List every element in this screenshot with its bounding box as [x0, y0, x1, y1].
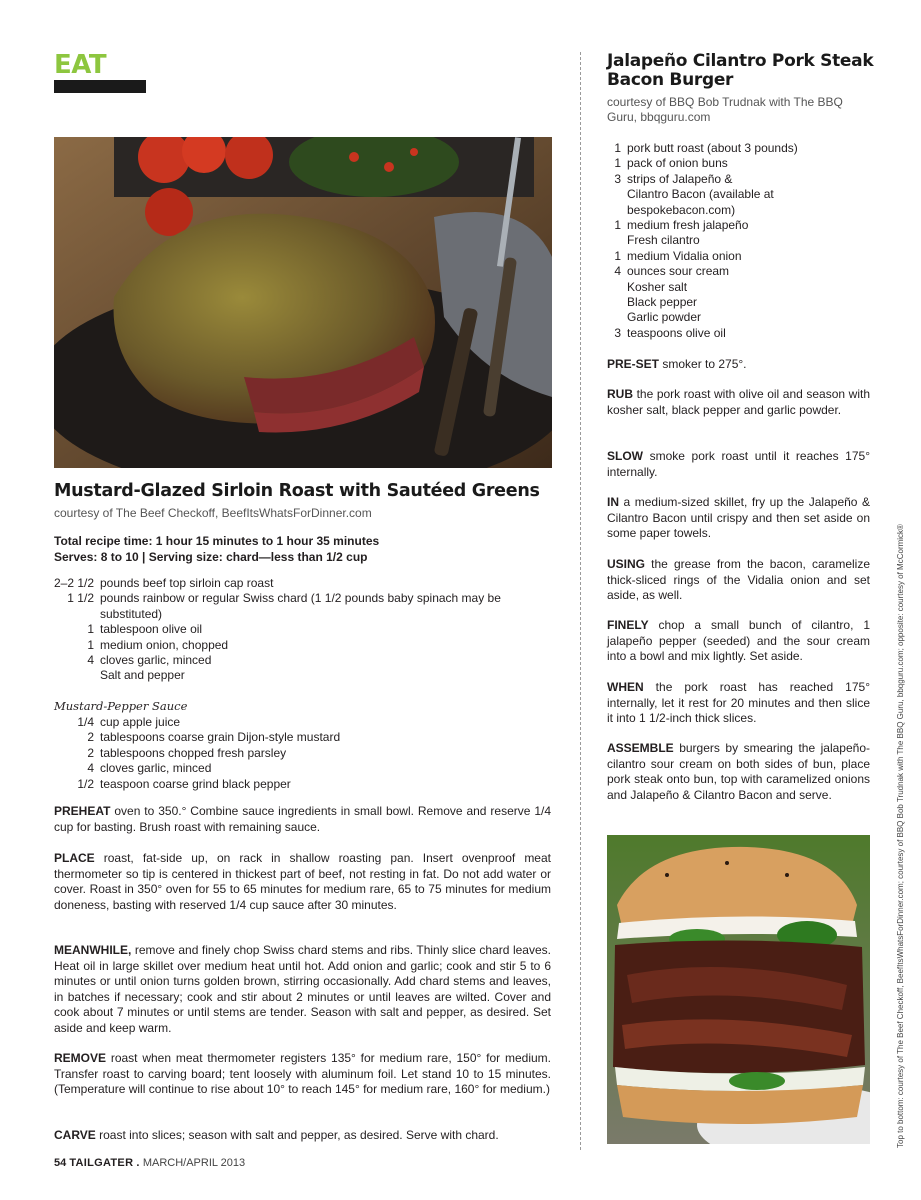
step-lead: SLOW — [607, 449, 643, 463]
ingredient-text: tablespoon olive oil — [100, 622, 203, 637]
sauce-ingredient-list — [54, 715, 514, 792]
step-text: a medium-sized skillet, fry up the Jalapeño & Cilantro Bacon until crispy and then set aside on some paper towels. — [607, 495, 870, 541]
ingredient-row — [607, 249, 872, 264]
ingredient-row — [54, 746, 514, 761]
step-lead: PLACE — [54, 851, 95, 865]
burger-photo — [607, 835, 870, 1144]
ingredient-qty: 1 — [614, 248, 621, 263]
ingredient-qty: 1 — [87, 622, 94, 637]
recipe-title-right: Jalapeño Cilantro Pork Steak Bacon Burger — [607, 51, 874, 90]
ingredient-row — [54, 638, 514, 653]
ingredient-row — [54, 622, 514, 637]
step-text: remove and finely chop Swiss chard stems and ribs. Thinly slice chard leaves. Heat oil in large skillet over medium heat until hot. Add onion and garlic; cook and stir 5 to 6 minutes or until onion turns golden brown, stirring occasionally. Add chard stems and leaves, in batches if necessary; cook and stir about 2 minutes or until leaves are wilted. Cover and cook about 7 minutes or until stems are tender. Season with salt and pepper, as desired. Set aside and keep warm. — [54, 943, 551, 1035]
ingredient-qty: 4 — [614, 264, 621, 279]
step-lead: MEANWHILE, — [54, 943, 132, 957]
ingredient-qty: 1 — [614, 218, 621, 233]
step-lead: FINELY — [607, 618, 649, 632]
section-tag: EAT — [54, 50, 107, 80]
ingredient-row — [607, 295, 872, 310]
step-text: roast when meat thermometer registers 135° for medium rare, 150° for medium. Transfer roast to carving board; tent loosely with aluminum foil. Let stand 10 to 15 minutes. (Temperature will continue to rise about 10° to reach 145° for medium rare, 160° for medium.) — [54, 1051, 551, 1097]
step-lead: REMOVE — [54, 1051, 107, 1065]
ingredient-row — [54, 653, 514, 668]
ingredient-text: tablespoons coarse grain Dijon-style mustard — [100, 730, 341, 745]
step-text: smoker to 275°. — [659, 357, 747, 371]
step-paragraph — [54, 943, 551, 1037]
ingredient-qty — [607, 310, 627, 325]
ingredient-text: pack of onion buns — [627, 156, 728, 171]
ingredient-qty: 1 — [614, 141, 621, 155]
recipe-courtesy-right: courtesy of BBQ Bob Trudnak with The BBQ Guru, bbqguru.com — [607, 95, 843, 124]
ingredient-qty: 2–2 1/2 — [54, 576, 95, 590]
step-paragraph — [607, 357, 870, 373]
page-footer — [54, 1157, 245, 1169]
step-lead: WHEN — [607, 680, 644, 694]
ingredient-text: teaspoon coarse grind black pepper — [100, 776, 291, 791]
ingredient-qty: 4 — [87, 653, 94, 668]
step-text: chop a small bunch of cilantro, 1 jalapeño pepper (seeded) and the sour cream into a bowl and mix lightly. Set aside. — [607, 618, 870, 664]
step-paragraph — [54, 1128, 551, 1144]
ingredient-text: tablespoons chopped fresh parsley — [100, 745, 287, 760]
step-paragraph — [607, 741, 870, 803]
ingredient-text: Salt and pepper — [100, 668, 185, 683]
step-lead: ASSEMBLE — [607, 741, 674, 755]
ingredient-qty: 2 — [87, 730, 94, 745]
step-paragraph — [54, 1051, 551, 1098]
ingredient-text: teaspoons olive oil — [627, 325, 726, 340]
ingredient-text: pork butt roast (about 3 pounds) — [627, 141, 798, 155]
step-text: smoke pork roast until it reaches 175° internally. — [607, 449, 870, 479]
magazine-name: TAILGATER — [69, 1157, 134, 1169]
ingredient-row — [607, 326, 872, 341]
ingredient-text: medium Vidalia onion — [627, 248, 742, 263]
step-paragraph — [607, 557, 870, 604]
ingredient-row — [54, 777, 514, 792]
step-paragraph — [607, 387, 870, 418]
photo-credit: Top to bottom: courtesy of The Beef Checkoff, BeefItsWhatsForDinner.com; courtesy of BBQ Bob Trudnak with The BBQ Guru, bbqguru.com; opposite: courtesy of McCormick® — [896, 524, 905, 1148]
ingredient-row — [54, 730, 514, 745]
ingredient-text: cloves garlic, minced — [100, 761, 212, 776]
ingredient-row — [607, 156, 872, 171]
step-paragraph — [607, 495, 870, 542]
step-paragraph — [607, 680, 870, 727]
step-paragraph — [54, 851, 551, 913]
issue-date: MARCH/APRIL 2013 — [142, 1157, 246, 1169]
ingredient-qty: 3 — [614, 325, 621, 340]
recipe-meta — [54, 533, 379, 565]
ingredient-text: Fresh cilantro — [627, 233, 700, 248]
step-text: burgers by smearing the jalapeño-cilantro sour cream on both sides of bun, place pork steak onto bun, top with caramelized onions and Jalapeño & Cilantro Bacon and serve. — [607, 741, 870, 802]
step-paragraph — [607, 618, 870, 665]
ingredient-text: Garlic powder — [627, 310, 702, 325]
ingredient-text: ounces sour cream — [627, 264, 730, 279]
ingredient-row — [54, 591, 514, 622]
ingredient-row — [54, 761, 514, 776]
recipe-time: Total recipe time: 1 hour 15 minutes to 1 hour 35 minutes — [54, 534, 380, 548]
ingredient-row — [607, 280, 872, 295]
step-text: roast into slices; season with salt and pepper, as desired. Serve with chard. — [95, 1128, 499, 1142]
section-bar — [54, 80, 146, 93]
ingredient-row — [607, 233, 872, 248]
recipe-servings: Serves: 8 to 10 | Serving size: chard—less than 1/2 cup — [54, 550, 368, 564]
ingredient-qty: 1 — [87, 637, 94, 652]
ingredient-qty: 1/2 — [77, 776, 94, 791]
step-text: roast, fat-side up, on rack in shallow roasting pan. Insert ovenproof meat thermometer so tip is centered in thickest part of beef, not resting in fat. Do not add water or cover. Roast in 350° oven for 55 to 65 minutes for medium rare, 65 to 75 minutes for medium doneness, basting with reserved 1/4 cup sauce after 30 minutes. — [54, 851, 551, 912]
step-text: the pork roast with olive oil and season with kosher salt, black pepper and garlic powder. — [607, 387, 870, 417]
ingredient-qty: 1 — [614, 156, 621, 171]
ingredient-qty — [607, 295, 627, 310]
recipe-courtesy: courtesy of The Beef Checkoff, BeefItsWhatsForDinner.com — [54, 506, 372, 520]
ingredient-text: strips of Jalapeño & Cilantro Bacon (available at bespokebacon.com) — [627, 171, 774, 217]
step-paragraph — [607, 449, 870, 480]
ingredient-qty: 4 — [87, 761, 94, 776]
ingredient-qty — [607, 233, 627, 248]
page-number: 54 — [54, 1157, 67, 1169]
ingredient-text: medium fresh jalapeño — [627, 218, 749, 233]
ingredient-row — [607, 172, 872, 218]
step-paragraph — [54, 804, 551, 835]
ingredient-row — [607, 264, 872, 279]
recipe-title: Mustard-Glazed Sirloin Roast with Sautéed Greens — [54, 481, 540, 501]
step-text: the pork roast has reached 175° internally, let it rest for 20 minutes and then slice it into 1 1/2-inch thick slices. — [607, 680, 870, 726]
sirloin-roast-photo — [54, 137, 552, 468]
step-text: the grease from the bacon, caramelize thick-sliced rings of the Vidalia onion and set aside, as well. — [607, 557, 870, 603]
ingredient-qty — [607, 280, 627, 295]
ingredient-qty — [54, 668, 100, 683]
ingredient-text: pounds beef top sirloin cap roast — [100, 576, 274, 590]
ingredient-row — [607, 310, 872, 325]
sauce-heading: Mustard-Pepper Sauce — [54, 699, 188, 713]
ingredient-row — [54, 576, 514, 591]
step-lead: IN — [607, 495, 619, 509]
ingredient-qty: 1/4 — [77, 715, 94, 729]
step-lead: CARVE — [54, 1128, 96, 1142]
step-text: oven to 350.° Combine sauce ingredients in small bowl. Remove and reserve 1/4 cup for basting. Brush roast with remaining sauce. — [54, 804, 551, 834]
footer-separator: . — [136, 1157, 140, 1169]
step-lead: PREHEAT — [54, 804, 111, 818]
ingredient-text: medium onion, chopped — [100, 637, 229, 652]
ingredient-row — [54, 668, 514, 683]
ingredient-qty: 3 — [614, 171, 621, 186]
step-lead: USING — [607, 557, 646, 571]
step-lead: RUB — [607, 387, 633, 401]
column-divider — [580, 52, 581, 1150]
ingredient-qty: 2 — [87, 745, 94, 760]
ingredient-list-right — [607, 141, 872, 341]
step-lead: PRE-SET — [607, 357, 660, 371]
ingredient-text: cloves garlic, minced — [100, 653, 212, 668]
ingredient-row — [54, 715, 514, 730]
ingredient-text: Black pepper — [627, 295, 698, 310]
ingredient-row — [607, 218, 872, 233]
ingredient-text: cup apple juice — [100, 715, 181, 729]
ingredient-text: pounds rainbow or regular Swiss chard (1 1/2 pounds baby spinach may be substituted) — [100, 591, 501, 621]
ingredient-qty: 1 1/2 — [67, 591, 94, 606]
ingredient-text: Kosher salt — [627, 279, 688, 294]
ingredient-list — [54, 576, 514, 684]
ingredient-row — [607, 141, 872, 156]
